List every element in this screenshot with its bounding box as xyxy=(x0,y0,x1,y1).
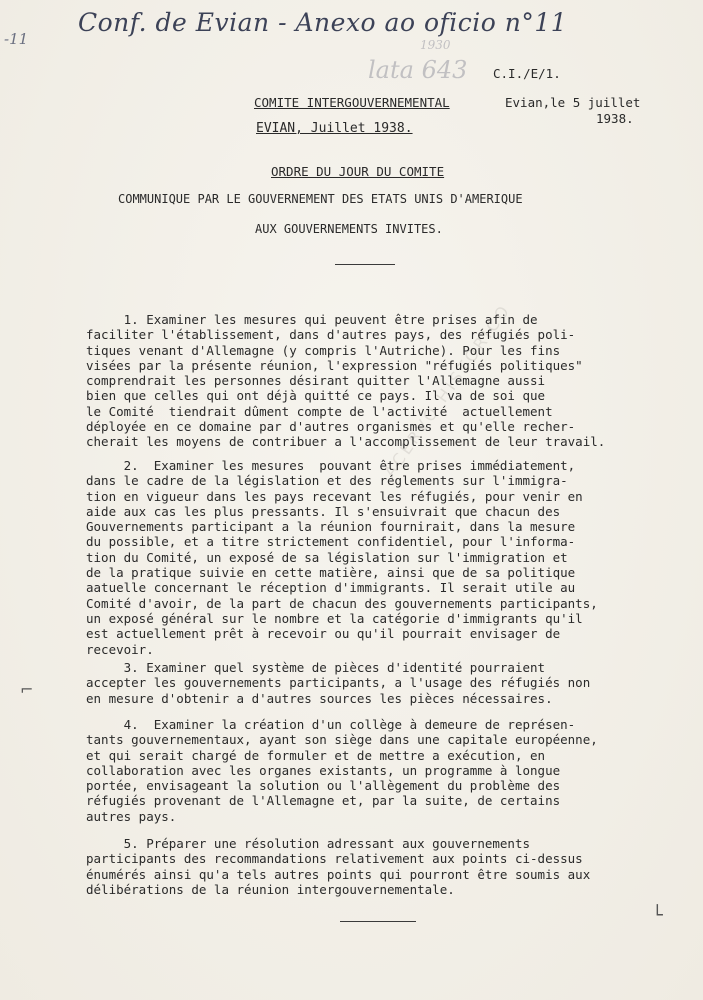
agenda-title: ORDRE DU JOUR DU COMITE xyxy=(271,164,445,179)
separator-rule-bottom xyxy=(340,921,416,922)
pencil-small-note: 1930 xyxy=(420,38,451,52)
margin-tick-mark: ⌐ xyxy=(20,680,34,699)
city-date-heading: EVIAN, Juillet 1938. xyxy=(256,121,413,136)
agenda-item-5: 5. Préparer une résolution adressant aux gouvernements participants des recommandations relativement aux points ci-dessus énumérés ainsi qu'a tels autres points qui pourront être soumis aux délibérations de la réunion intergouvernementale. xyxy=(86,836,591,897)
agenda-item-2: 2. Examiner les mesures pouvant être prises immédiatement, dans le cadre de la législation et des réglements sur l'immigra- tion en vigueur dans les pays recevant les réfugiés, pour venir en aide aux cas les plus pressants. Il s'ensuivrait que chacun des Gouvernements participant a la réunion fournirait, dans la mesure du possible, et a titre strictement confidentiel, pour l'informa- tion du Comité, un exposé de sa législation sur l'immigration et de la pratique suivie en cette matière, ainsi que de sa politique aatuelle concernant le réception d'immigrants. Il serait utile au Comité d'avoir, de la part de chacun des gouvernements participants, un exposé général sur le nombre et la catégorie d'immigrants qu'il est actuellement prêt à recevoir ou qu'il pourrait envisager de recevoir. xyxy=(86,458,598,657)
separator-rule-top xyxy=(335,264,395,265)
communicated-to-line: AUX GOUVERNEMENTS INVITES. xyxy=(255,222,443,236)
agenda-item-1: 1. Examiner les mesures qui peuvent être prises afin de faciliter l'établissement, dans d'autres pays, des réfugiés poli- tiques venant d'Allemagne (y compris l'Autriche). Pour les fins visées par la présente réunion, l'expression "réfugiés politiques" comprendrait les personnes désirant quitter l'Allemagne aussi bien que celles qui ont déjà quitté ce pays. Il va de soi que le Comité tiendrait dûment compte de l'activité actuellement déployée en ce domaine par d'autres organismes et qu'elle recher- cherait les moyens de contribuer a l'accomplissement de leur travail. xyxy=(86,312,606,450)
document-reference: C.I./E/1. xyxy=(493,66,561,81)
agenda-item-3: 3. Examiner quel système de pièces d'identité pourraient accepter les gouvernements participants, a l'usage des réfugiés non en mesure d'obtenir a d'autres sources les pièces nécessaires. xyxy=(86,660,591,706)
communicated-by-line: COMMUNIQUE PAR LE GOUVERNEMENT DES ETATS UNIS D'AMERIQUE xyxy=(118,192,523,206)
place-and-date: Evian,le 5 juillet xyxy=(505,95,641,110)
organization-heading: COMITE INTERGOUVERNEMENTAL xyxy=(254,95,450,110)
date-year: 1938. xyxy=(596,111,634,126)
archive-watermark: ACERVO HISTORICO xyxy=(380,300,515,481)
handwritten-annotation: Conf. de Evian - Anexo ao oficio n°11 xyxy=(78,8,568,37)
handwritten-margin-number: -11 xyxy=(4,30,29,48)
agenda-item-4: 4. Examiner la création d'un collège à demeure de représen- tants gouvernementaux, ayant son siège dans une capitale européenne, et qui serait chargé de formuler et de mettre a exécution, en collaboration avec les organes existants, un programme à longue portée, envisageant la solution ou l'allègement du problème des réfugiés provenant de l'Allemagne et, par la suite, de certains autres pays. xyxy=(86,717,598,824)
pencil-archive-reference: lata 643 xyxy=(368,56,468,84)
margin-corner-mark: └ xyxy=(652,905,663,926)
